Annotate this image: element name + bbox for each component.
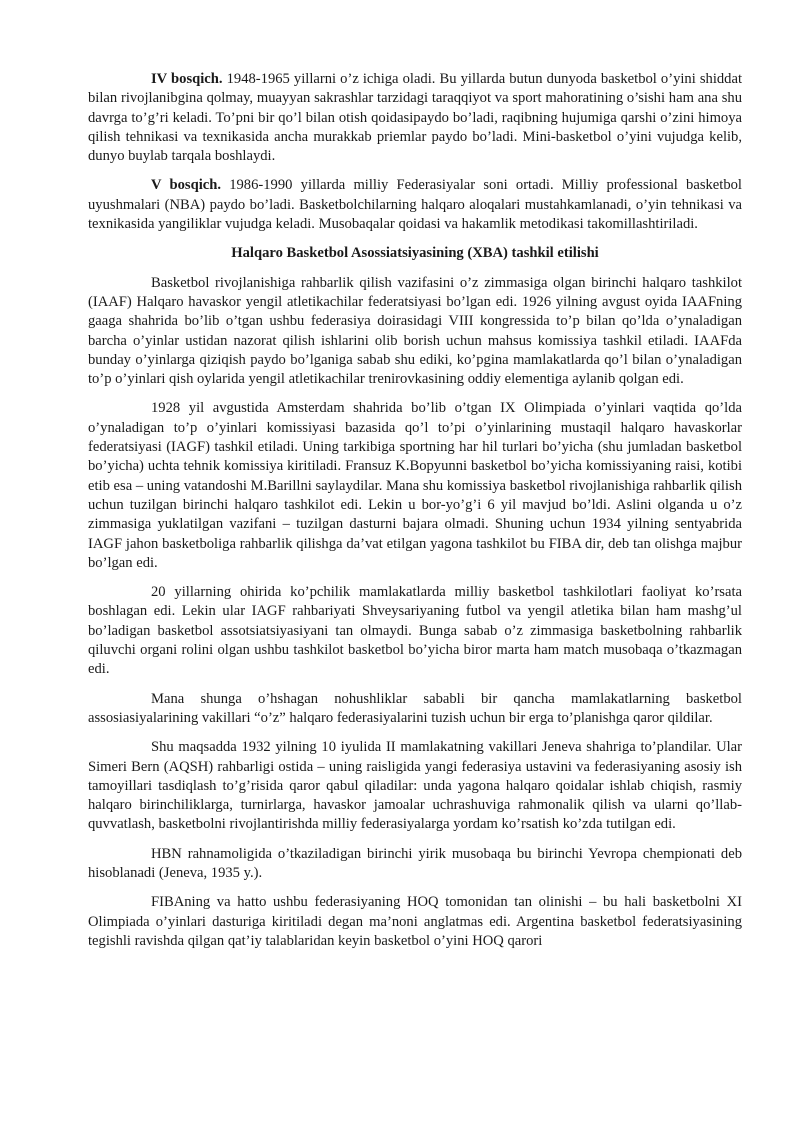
- stage-5-text: 1986-1990 yillarda milliy Federasiyalar soni ortadi. Milliy professional basketbol uyushmalari (NBA) paydo bo’ladi. Basketbolchilarning halqaro aloqalari mustahkamlanadi, o’yin tehnikasi va texnikasida yangiliklar vujudga keladi. Musobaqalar qoidasi va hakamlik metodikasi takomillashtiriladi.: [88, 177, 742, 233]
- stage-5-lead: V bosqich.: [151, 177, 221, 194]
- paragraph: Basketbol rivojlanishiga rahbarlik qilish vazifasini o’z zimmasiga olgan birinchi halqaro tashkilot (IAAF) Halqaro havaskor yengil atletikachilar federatsiyasi bo’lgan edi. 1926 yilning avgust oyida IAAFning gaaga shahrida bo’lib o’tgan ushbu federasiya doirasidagi VIII kongressida to’p bilan qo’lda o’ynaladigan barcha o’yinlar ustidan nazorat qilish ishlarini olib borish uchun mahsus komissiya tashkil etiladi. IAAFda bunday o’yinlarga qiziqish paydo bo’lganiga sabab shu ediki, ko’pgina mamlakatlarda qo’l bilan o’ynaladigan to’p o’yinlari qish oylarida yengil atletikachilar trenirovkasining oddiy elementiga aylanib qolgan edi.: [88, 274, 742, 388]
- paragraph-stage-4: [88, 70, 742, 166]
- paragraph: Mana shunga o’hshagan nohushliklar sababli bir qancha mamlakatlarning basketbol assosiasiyalarining vakillari “o’z” halqaro federasiyalarini tuzish uchun bir erga to’planishga qaror qildilar.: [88, 690, 742, 726]
- paragraph: HBN rahnamoligida o’tkaziladigan birinchi yirik musobaqa bu birinchi Yevropa chempionati deb hisoblanadi (Jeneva, 1935 y.).: [88, 845, 742, 881]
- stage-4-lead: IV bosqich.: [151, 71, 223, 87]
- paragraph: FIBAning va hatto ushbu federasiyaning HOQ tomonidan tan olinishi – bu hali basketbolni XI Olimpiada o’yinlari dasturiga kiritiladi degan ma’noni anglatmas edi. Argentina basketbol federatsiyasining tegishli ravishda qilgan qat’iy talablaridan keyin basketbol o’yini HOQ qarori: [88, 894, 742, 949]
- stage-4-text: 1948-1965 yillarni o’z ichiga oladi. Bu yillarda butun dunyoda basketbol o’yini shiddat bilan rivojlanibgina qolmay, muayyan sakrashlar tarzidagi taraqqiyot va sport mahoratining o’sishi ham ana shu davrga to’g’ri keladi. To’pni bir qo’l bilan otish qoidasipaydo bo’ladi, raqibning hujumiga qarshi o’zini himoya qilish tehnikasi va texnikasida ancha murakkab priemlar paydo bo’ladi. Mini-basketbol o’yini vujudga kelib, dunyo buylab tarqala boshlaydi.: [88, 71, 743, 165]
- section-heading: Halqaro Basketbol Asossiatsiyasining (XBA) tashkil etilishi: [231, 245, 599, 262]
- document-page: [88, 70, 742, 951]
- paragraph: Shu maqsadda 1932 yilning 10 iyulida II mamlakatning vakillari Jeneva shahriga to’plandilar. Ular Simeri Bern (AQSH) rahbarligi ostida – uning raisligida yangi federasiya ustavini va federasiyaning asosiy ish tamoyillari tasdiqlash to’g’risida qaror qabul qiladilar: unda yagona halqaro qoidalar ishlab chiqish, rasmiy halqaro birinchiliklarga, turnirlarga, havaskor jamoalar uchrashuviga rahmonalik qilish va ularni qo’llab-quvvatlash, basketbolni rivojlantirishda milliy federasiyalarga yordam ko’rsatish ko’zda tutilgan edi.: [88, 739, 742, 833]
- paragraph: 20 yillarning ohirida ko’pchilik mamlakatlarda milliy basketbol tashkilotlari faoliyat ko’rsata boshlagan edi. Lekin ular IAGF rahbariyati Shveysariyaning futbol va yengil atletika bilan ham mashg’ul bo’ladigan basketbol assotsiatsiyasiyani tan olmaydi. Bunga sabab o’z zimmasiga basketbolning rahbarlik qiluvchi organi rolini olgan ushbu tashkilot basketbol bo’yicha biror marta ham match musobaqa o’tkazmagan edi.: [88, 584, 742, 678]
- paragraph-stage-5: [88, 176, 742, 234]
- paragraph: 1928 yil avgustida Amsterdam shahrida bo’lib o’tgan IX Olimpiada o’yinlari vaqtida qo’lda o’ynaladigan to’p o’yinlari komissiyasi bazasida qo’l to’pi o’yinlarining mustaqil halqaro havaskorlar federatsiyasi (IAGF) tashkil etiladi. Uning tarkibiga sportning har hil turlari bo’yicha (shu jumladan basketbol bo’yicha) uchta tehnik komissiya kiritiladi. Fransuz K.Bopyunni basketbol bo’yicha komissiyaning raisi, kotibi etib esa – uning vatandoshi M.Barillni saylaydilar. Mana shu komissiya basketbol rivojlanishiga rahbarlik qilish uchun tuzilgan birinchi halqaro tashkilot edi. Lekin u bor-yo’g’i 6 yil mavjud bo’ldi. Aslini olganda u o’z zimmasiga yuklatilgan vazifani – tuzilgan dasturni bajara olmadi. Shuning uchun 1934 yilning sentyabrida IAGF jahon basketboliga rahbarlik qilishga da’vat etilgan yagona tashkilot bu FIBA dir, deb tan olishga majbur bo’lgan edi.: [88, 400, 742, 571]
